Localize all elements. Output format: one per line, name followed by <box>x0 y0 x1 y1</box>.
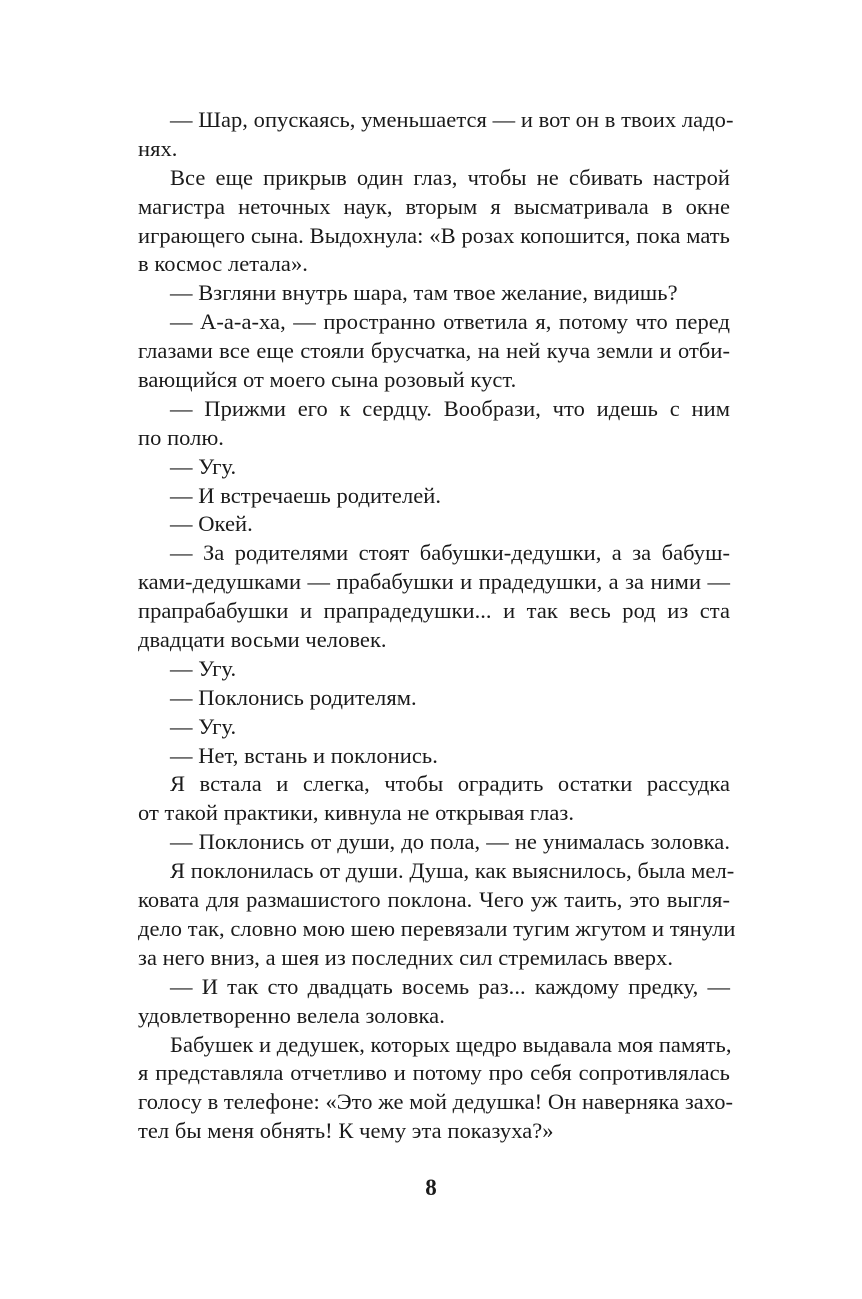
text-line: удовлетворенно велела золовка. <box>138 1002 445 1028</box>
text-line: магистра неточных наук, вторым я высматривала в окне <box>138 193 730 219</box>
text-line: — За родителями стоят бабушки-дедушки, а за бабуш- <box>170 540 730 566</box>
text-line: — И встречаешь родителей. <box>170 482 442 508</box>
text-line: по полю. <box>138 424 224 450</box>
text-line: — Прижми его к сердцу. Вообрази, что идешь с ним <box>170 395 730 421</box>
text-line: — Шар, опускаясь, уменьшается — и вот он в твоих ладо- <box>170 107 734 132</box>
text-line: ковата для размашистого поклона. Чего уж таить, это выгля- <box>138 887 730 913</box>
text-line: нях. <box>138 135 178 161</box>
text-line: играющего сына. Выдохнула: «В розах копошится, пока мать <box>138 222 730 248</box>
text-line: — А-а-а-ха, — пространно ответила я, потому что перед <box>170 309 730 335</box>
text-line: голосу в телефоне: «Это же мой дедушка! Он наверняка захо- <box>138 1089 734 1115</box>
text-line: Я поклонилась от души. Душа, как выяснилось, была мел- <box>170 858 735 884</box>
text-line: — Угу. <box>170 713 237 739</box>
text-line: — И так сто двадцать восемь раз... каждому предку, — <box>170 973 730 999</box>
text-line: ками-дедушками — прабабушки и прадедушки, а за ними — <box>138 569 730 595</box>
text-line: — Угу. <box>170 453 237 479</box>
text-line: в космос летала». <box>138 251 308 277</box>
text-line: прапрабабушки и прапрадедушки... и так весь род из ста <box>138 598 730 624</box>
text-line: — Поклонись родителям. <box>170 684 417 710</box>
text-line: глазами все еще стояли брусчатка, на ней куча земли и отби- <box>138 338 730 364</box>
text-line: — Угу. <box>170 655 237 681</box>
text-line: вающийся от моего сына розовый куст. <box>138 367 517 393</box>
text-line: — Нет, встань и поклонись. <box>170 742 438 768</box>
text-line: двадцати восьми человек. <box>138 627 387 653</box>
text-line: за него вниз, а шея из последних сил стремилась вверх. <box>138 944 674 970</box>
text-line: Все еще прикрыв один глаз, чтобы не сбивать настрой <box>170 164 730 190</box>
text-line: я представляла отчетливо и потому про себя сопротивлялась <box>138 1060 730 1086</box>
body-text <box>138 106 736 1146</box>
text-line: — Взгляни внутрь шара, там твое желание, видишь? <box>170 280 678 306</box>
text-line: Бабушек и дедушек, которых щедро выдавала моя память, <box>170 1031 732 1057</box>
text-line: дело так, словно мою шею перевязали тугим жгутом и тянули <box>138 915 736 941</box>
text-line: тел бы меня обнять! К чему эта показуха?» <box>138 1118 554 1144</box>
text-line: — Поклонись от души, до пола, — не унималась золовка. <box>170 829 730 855</box>
text-line: Я встала и слегка, чтобы оградить остатки рассудка <box>170 771 730 797</box>
page-number: 8 <box>425 1175 437 1200</box>
text-line: — Окей. <box>170 511 253 537</box>
text-line: от такой практики, кивнула не открывая глаз. <box>138 800 574 826</box>
